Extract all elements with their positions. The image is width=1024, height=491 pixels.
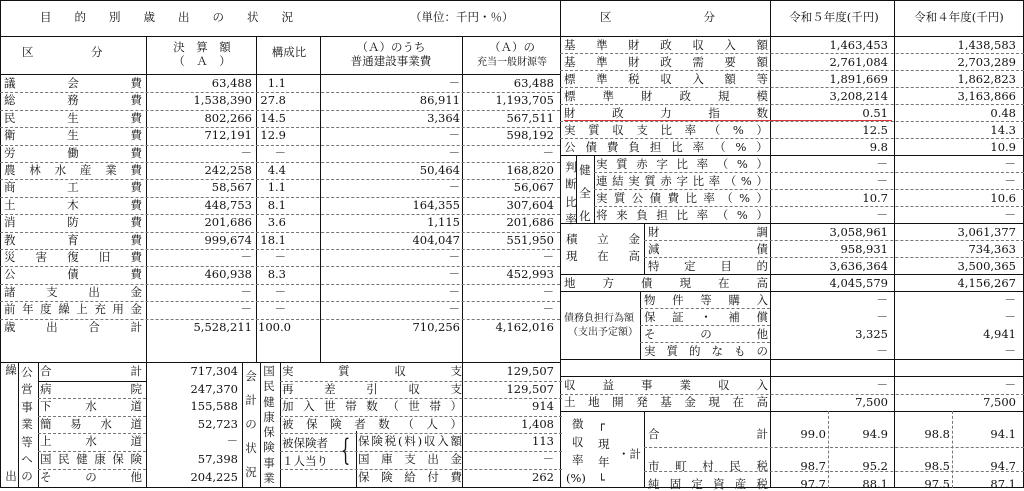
left-row-capex: 404,047: [412, 232, 460, 247]
grid-line: [894, 0, 895, 488]
transfer-row-label: 合 計: [40, 364, 142, 378]
nhi-row-label: 加 入 世 帯 数 （ 世 帯 ）: [282, 399, 462, 414]
reserves-label2: 現 在 高: [566, 249, 640, 263]
fiscal-row-r5: 9.8: [869, 140, 888, 154]
left-row-ratio: 14.5: [260, 110, 286, 125]
grid-line: [0, 179, 560, 180]
fiscal-row-r5: 0.51: [862, 106, 888, 120]
left-row-capex: 3,364: [427, 110, 460, 125]
left-row-capex: －: [448, 284, 460, 299]
nhi-row-label: 国 庫 支 出 金: [358, 452, 462, 466]
grid-line: [644, 411, 645, 488]
left-row-general: 56,067: [513, 180, 554, 195]
grid-line: [18, 362, 19, 488]
left-row-label: 労 働 費: [4, 145, 142, 160]
nhi-row-value: 129,507: [506, 381, 554, 396]
grid-line: [560, 36, 1024, 37]
revenue-row-r4: －: [1004, 378, 1016, 392]
nhi-row-value: 129,507: [506, 364, 554, 378]
debt-burden-label2: （支出予定額）: [568, 327, 638, 338]
left-row-ratio: －: [274, 284, 286, 299]
grid-line: [38, 416, 146, 417]
left-row-label: 教 育 費: [4, 232, 142, 247]
soundness-row-r5: －: [876, 157, 888, 171]
collection-r5a: 98.7: [800, 459, 826, 473]
nhi-row-value: 1,408: [521, 416, 554, 431]
transfer-side-label: 公 営 事 業 等 へ の: [21, 365, 33, 484]
left-row-settlement: 712,191: [204, 128, 252, 143]
grid-line: [0, 249, 560, 250]
grid-line: [560, 87, 1024, 88]
transfer-row-value: 204,225: [190, 469, 238, 484]
revenue-row-r4: 7,500: [983, 395, 1016, 409]
left-row-label: 歳 出 合 計: [4, 319, 142, 334]
transfer-row-label: そ の 他: [40, 469, 142, 484]
grid-line: [0, 319, 560, 320]
debt-burden-row-label: そ の 他: [644, 327, 768, 341]
left-row-ratio: 27.8: [260, 93, 286, 108]
revenue-row-label: 収 益 事 業 収 入: [564, 378, 768, 392]
reserve-row-r4: 734,363: [968, 242, 1016, 256]
revenue-row-r5: －: [876, 378, 888, 392]
collection-r5a: 97.7: [800, 477, 826, 491]
left-row-capex: －: [448, 76, 460, 90]
grid-line: [38, 381, 146, 382]
grid-line: [560, 104, 1024, 105]
debt-burden-r4: 4,941: [983, 327, 1016, 341]
left-row-capex: －: [448, 180, 460, 195]
transfer-row-label: 病 院: [40, 381, 142, 396]
transfer-row-value: －: [226, 434, 238, 449]
grid-line: [38, 433, 146, 434]
grid-line: [560, 121, 1024, 122]
grid-line: [560, 53, 1024, 54]
nhi-row-value: 113: [532, 434, 554, 449]
grid-line: [0, 145, 560, 146]
left-row-label: 民 生 費: [4, 110, 142, 125]
collection-r5a: 99.0: [800, 427, 826, 441]
left-row-settlement: 460,938: [204, 267, 252, 282]
fiscal-row-label: 標 準 財 政 規 模: [564, 89, 768, 103]
grid-line: [0, 284, 560, 285]
soundness-row-r4: －: [1004, 174, 1016, 188]
grid-line: [0, 232, 560, 233]
left-row-capex: －: [448, 128, 460, 143]
transfer-row-value: 52,723: [197, 416, 238, 431]
fiscal-row-label: 標 準 税 収 入 額 等: [564, 72, 768, 86]
fiscal-row-label: 財 政 力 指 数: [564, 106, 768, 120]
left-row-settlement: －: [240, 250, 252, 264]
left-row-label: 議 会 費: [4, 76, 142, 90]
collection-bracket1: 現: [598, 437, 610, 451]
grid-line: [0, 0, 1024, 1]
left-row-label: 商 工 費: [4, 180, 142, 195]
nhi-row-value: －: [542, 452, 554, 466]
grid-line: [576, 155, 577, 223]
capex-subheader: 普通建設事業費: [350, 54, 432, 68]
grid-line: [560, 394, 1024, 395]
left-row-capex: －: [448, 267, 460, 282]
grid-line: [146, 36, 147, 488]
bracket-bottom: └: [598, 473, 605, 487]
per-capita-label1: 被保険者: [282, 436, 328, 450]
grid-line: [594, 172, 1024, 173]
left-row-settlement: 5,528,211: [193, 319, 252, 334]
reserve-row-label: 財 調: [648, 225, 768, 239]
soundness-row-label: 実 質 公 債 費 比 率 （ % ）: [596, 191, 768, 205]
left-row-ratio: 1.1: [267, 180, 286, 195]
grid-line: [0, 92, 560, 93]
grid-line: [594, 189, 1024, 190]
nhi-row-label: 被 保 険 者 数 （ 人 ）: [282, 416, 462, 431]
reserve-row-r5: 3,058,961: [829, 225, 888, 239]
grid-line: [0, 36, 560, 37]
debt-burden-row-label: 物 件 等 購 入: [644, 293, 768, 307]
grid-line: [640, 308, 770, 309]
nhi-row-value: 914: [532, 399, 554, 414]
left-row-general: 201,686: [506, 215, 554, 230]
left-row-settlement: 201,686: [204, 215, 252, 230]
soundness-row-r5: 10.7: [862, 191, 888, 205]
left-row-capex: 50,464: [419, 163, 460, 177]
collection-r4b: 94.1: [990, 427, 1016, 441]
grid-line: [242, 362, 243, 488]
grid-line: [0, 214, 560, 215]
brace-glyph: {: [340, 433, 351, 468]
left-row-label: 諸 支 出 金: [4, 284, 142, 299]
nhi-side-label: 国 民 健 康 保 険 事 業: [263, 364, 275, 486]
capex-header: （Ａ）のうち: [356, 40, 426, 54]
grid-line: [0, 301, 560, 302]
grid-line: [644, 471, 1024, 472]
reserves-label1: 積 立 金: [566, 232, 640, 246]
transfer-row-value: 247,370: [190, 381, 238, 396]
left-row-settlement: 242,258: [204, 163, 252, 177]
collection-row-label: 市 町 村 民 税: [648, 459, 768, 473]
debt-burden-r5: 3,325: [855, 327, 888, 341]
grid-line: [0, 162, 560, 163]
grid-line: [594, 206, 1024, 207]
grid-line: [644, 223, 645, 274]
left-row-capex: －: [448, 302, 460, 317]
nhi-row-label: 再 差 引 収 支: [282, 381, 462, 396]
soundness-row-r5: －: [876, 174, 888, 188]
left-row-settlement: 63,488: [211, 76, 252, 90]
grid-line: [38, 398, 146, 399]
left-row-general: 567,511: [506, 110, 554, 125]
left-row-general: 1,193,705: [495, 93, 554, 108]
left-row-general: 63,488: [513, 76, 554, 90]
soundness-row-r4: 10.6: [990, 191, 1016, 205]
soundness-side: 判 断 比 率: [565, 160, 577, 227]
r4-header: 令和４年度(千円): [914, 10, 1004, 24]
reserve-row-label: 減 債: [648, 242, 768, 256]
grid-line: [280, 398, 562, 399]
left-row-ratio: 8.1: [267, 197, 286, 212]
nhi-row-label: 保 険 給 付 費: [358, 469, 462, 484]
general-subheader: 充当一般財源等: [477, 57, 547, 68]
left-row-settlement: 999,674: [204, 232, 252, 247]
collection-r4b: 94.7: [990, 459, 1016, 473]
soundness-side2: 健 全 化: [579, 163, 591, 223]
transfer-row-label: 上 水 道: [40, 434, 142, 449]
left-row-ratio: －: [274, 250, 286, 264]
collection-r5b: 94.9: [862, 427, 888, 441]
fiscal-row-r4: 3,163,866: [957, 89, 1016, 103]
left-row-label: 公 債 費: [4, 267, 142, 282]
collection-r5b: 88.1: [862, 477, 888, 491]
fiscal-row-label: 基 準 財 政 収 入 額: [564, 38, 768, 52]
red-underline: [564, 120, 892, 121]
grid-line: [560, 411, 1024, 412]
left-row-ratio: 18.1: [260, 232, 286, 247]
left-row-label: 消 防 費: [4, 215, 142, 230]
collection-r4a: 98.5: [924, 459, 950, 473]
reserve-row-r4: 3,061,377: [957, 225, 1016, 239]
fiscal-row-r4: 14.3: [990, 123, 1016, 137]
soundness-row-r5: －: [876, 208, 888, 222]
left-row-capex: 710,256: [412, 319, 460, 334]
grid-line: [640, 325, 770, 326]
transfer-row-value: 717,304: [190, 364, 238, 378]
transfer-row-label: 下 水 道: [40, 399, 142, 414]
left-row-label: 総 務 費: [4, 93, 142, 108]
nhi-row-value: 262: [532, 469, 554, 484]
grid-line: [462, 36, 463, 488]
left-row-general: 551,950: [506, 232, 554, 247]
left-row-capex: －: [448, 145, 460, 160]
soundness-row-r4: －: [1004, 157, 1016, 171]
transfer-row-label: 簡 易 水 道: [40, 416, 142, 431]
collection-label2: 収: [572, 435, 584, 449]
grid-line: [828, 411, 829, 488]
collection-bracket3: ・計: [618, 447, 641, 461]
grid-line: [280, 469, 562, 470]
revenue-row-r5: 7,500: [855, 395, 888, 409]
left-row-capex: 86,911: [419, 93, 460, 108]
collection-label4: (%): [566, 471, 586, 485]
transfer-row-value: 155,588: [190, 399, 238, 414]
grid-line: [560, 223, 1024, 224]
category-header: 区 分: [22, 45, 103, 59]
grid-line: [0, 74, 560, 75]
left-row-ratio: 1.1: [267, 76, 286, 90]
settlement-header: 決 算 額: [173, 40, 231, 54]
left-row-general: －: [542, 302, 554, 317]
reserve-row-r4: 3,500,365: [957, 259, 1016, 273]
collection-row-label: 純 固 定 資 産 税: [648, 477, 768, 491]
nhi-row-label: 実 質 収 支: [282, 364, 462, 378]
fiscal-row-label: 公 債 費 負 担 比 率 （ % ）: [564, 140, 768, 154]
fiscal-row-label: 実 質 収 支 比 率 （ % ）: [564, 123, 768, 137]
grid-line: [560, 155, 1024, 156]
transfer-row-label: 国 民 健 康 保 険: [40, 452, 142, 466]
grid-line: [260, 362, 261, 488]
left-row-ratio: －: [274, 302, 286, 317]
grid-line: [560, 376, 1024, 377]
grid-line: [280, 381, 562, 382]
grid-line: [38, 451, 146, 452]
grid-line: [280, 433, 562, 434]
grid-line: [640, 342, 770, 343]
left-row-ratio: 4.4: [267, 163, 286, 177]
left-row-settlement: －: [240, 302, 252, 317]
left-row-label: 前 年 度 繰 上 充 用 金: [4, 302, 142, 317]
fiscal-row-r5: 12.5: [862, 123, 888, 137]
debt-burden-r4: －: [1004, 293, 1016, 307]
nhi-row-label: 保 険 税 ( 料 ) 収 入 額: [358, 434, 462, 449]
left-row-general: －: [542, 284, 554, 299]
transfer-row-value: 57,398: [197, 452, 238, 466]
left-row-general: 598,192: [506, 128, 554, 143]
bracket-top: ┌: [598, 417, 605, 431]
left-row-capex: 164,355: [412, 197, 460, 212]
left-row-general: 307,604: [506, 197, 554, 212]
left-row-capex: －: [448, 250, 460, 264]
debt-burden-label1: 債務負担行為額: [564, 313, 634, 324]
soundness-row-r4: －: [1004, 208, 1016, 222]
fiscal-row-label: 基 準 財 政 需 要 額: [564, 55, 768, 69]
fiscal-row-r5: 3,208,214: [829, 89, 888, 103]
fiscal-row-r5: 1,463,453: [829, 38, 888, 52]
soundness-row-label: 実 質 赤 字 比 率 （ % ）: [596, 157, 768, 171]
right-category-header: 区 分: [600, 10, 715, 24]
debt-burden-r5: －: [876, 310, 888, 324]
left-row-general: －: [542, 250, 554, 264]
left-row-ratio: 8.3: [267, 267, 286, 282]
grid-line: [644, 257, 1024, 258]
left-row-ratio: 100.0: [258, 319, 291, 334]
collection-r4b: 87.1: [990, 477, 1016, 491]
debt-burden-r4: －: [1004, 310, 1016, 324]
fiscal-row-r5: 1,891,669: [829, 72, 888, 86]
grid-line: [770, 0, 771, 488]
debt-burden-row-label: 保 証 ・ 補 償: [644, 310, 768, 324]
debt-burden-row-label: 実 質 的 な も の: [644, 344, 768, 358]
left-row-ratio: 3.6: [267, 215, 286, 230]
left-row-settlement: 1,538,390: [193, 93, 252, 108]
grid-line: [644, 447, 1024, 448]
grid-line: [560, 70, 1024, 71]
grid-line: [644, 240, 1024, 241]
grid-line: [560, 274, 1024, 275]
soundness-row-label: 将 来 負 担 比 率 （ % ）: [596, 208, 768, 222]
left-row-general: 4,162,016: [495, 319, 554, 334]
grid-line: [560, 291, 1024, 292]
left-row-settlement: －: [240, 145, 252, 160]
left-row-general: 452,993: [506, 267, 554, 282]
local-debt-row-r4: 4,156,267: [957, 276, 1016, 290]
left-row-label: 農 林 水 産 業 費: [4, 163, 142, 177]
reserve-row-label: 特 定 目 的: [648, 259, 768, 273]
general-header: （Ａ）の: [489, 40, 535, 54]
fiscal-row-r4: 0.48: [990, 106, 1016, 120]
grid-line: [560, 138, 1024, 139]
grid-line: [560, 359, 1024, 360]
collection-r4a: 98.8: [924, 427, 950, 441]
nhi-outer-label: 会 計 の 状 況: [245, 369, 257, 479]
local-debt-row-r5: 4,045,579: [829, 276, 888, 290]
collection-label1: 徴: [572, 417, 584, 431]
left-row-label: 災 害 復 旧 費: [4, 250, 142, 264]
composition-header: 構成比: [271, 45, 307, 59]
fiscal-row-r4: 2,703,289: [957, 55, 1016, 69]
left-row-settlement: 802,266: [204, 110, 252, 125]
expenditure-title: 目 的 別 歳 出 の 状 況: [40, 10, 293, 24]
per-capita-label2: １人当り: [282, 454, 328, 468]
local-debt-row-label: 地 方 債 現 在 高: [564, 276, 768, 290]
grid-line: [560, 0, 561, 488]
debt-burden-r4: －: [1004, 344, 1016, 358]
fiscal-row-r4: 1,438,583: [957, 38, 1016, 52]
r5-header: 令和５年度(千円): [789, 10, 879, 24]
left-row-general: 168,820: [506, 163, 554, 177]
left-row-ratio: －: [274, 145, 286, 160]
left-row-settlement: 448,753: [204, 197, 252, 212]
left-row-settlement: 58,567: [211, 180, 252, 195]
grid-line: [256, 36, 257, 363]
grid-line: [38, 469, 146, 470]
fiscal-row-r4: 10.9: [990, 140, 1016, 154]
collection-r4a: 97.5: [924, 477, 950, 491]
debt-burden-r5: －: [876, 344, 888, 358]
left-row-label: 衛 生 費: [4, 128, 142, 143]
left-row-label: 土 木 費: [4, 197, 142, 212]
grid-line: [280, 416, 562, 417]
grid-line: [280, 451, 562, 452]
grid-line: [356, 431, 357, 488]
collection-r5b: 95.2: [862, 459, 888, 473]
left-row-capex: 1,115: [427, 215, 460, 230]
collection-row-label: 合 計: [648, 427, 768, 441]
grid-line: [952, 411, 953, 488]
revenue-row-label: 土 地 開 発 基 金 現 在 高: [564, 395, 768, 409]
grid-line: [0, 197, 560, 198]
left-row-settlement: －: [240, 284, 252, 299]
transfer-side-label-outer2: 出: [5, 469, 17, 483]
grid-line: [0, 266, 560, 267]
left-row-ratio: 12.9: [260, 128, 286, 143]
collection-label3: 率: [572, 453, 584, 467]
transfer-side-label-outer: 繰: [5, 363, 17, 377]
soundness-row-label: 連 結 実 質 赤 字 比 率 （ % ）: [596, 174, 768, 188]
reserve-row-r5: 3,636,364: [829, 259, 888, 273]
unit-label: （単位：千円・％）: [410, 10, 514, 24]
left-row-general: －: [542, 145, 554, 160]
grid-line: [0, 127, 560, 128]
collection-bracket2: 年: [598, 455, 610, 469]
reserve-row-r5: 958,931: [840, 242, 888, 256]
grid-line: [320, 36, 321, 363]
debt-burden-r5: －: [876, 293, 888, 307]
settlement-subheader: （ Ａ ）: [173, 54, 231, 68]
fiscal-row-r5: 2,761,084: [829, 55, 888, 69]
fiscal-row-r4: 1,862,823: [957, 72, 1016, 86]
grid-line: [0, 110, 560, 111]
